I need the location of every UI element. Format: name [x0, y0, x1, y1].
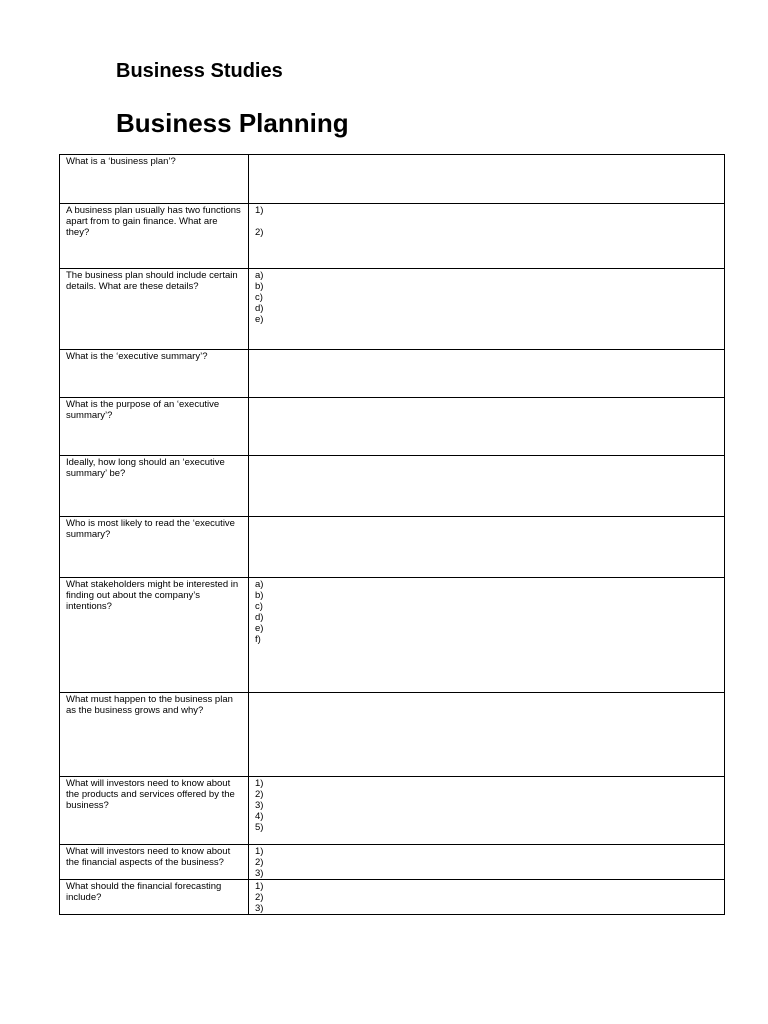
question-cell: The business plan should include certain details. What are these details?: [60, 269, 249, 350]
table-row: [60, 350, 725, 398]
answer-label: 2): [255, 227, 264, 238]
answer-label: 3): [255, 868, 264, 879]
table-row: [60, 517, 725, 578]
answer-cell[interactable]: [249, 845, 725, 880]
question-cell: What is the purpose of an ‘executive summary’?: [60, 398, 249, 456]
answer-cell[interactable]: [249, 350, 725, 398]
answer-cell[interactable]: [249, 398, 725, 456]
answer-cell[interactable]: [249, 517, 725, 578]
answer-cell[interactable]: [249, 269, 725, 350]
answer-label: 2): [255, 857, 264, 868]
question-cell: What will investors need to know about the financial aspects of the business?: [60, 845, 249, 880]
table-row: [60, 777, 725, 845]
worksheet-table: [59, 154, 725, 915]
answer-label: c): [255, 292, 263, 303]
question-cell: What will investors need to know about the products and services offered by the business?: [60, 777, 249, 845]
answer-label: 3): [255, 800, 264, 811]
answer-cell[interactable]: [249, 880, 725, 915]
table-row: [60, 398, 725, 456]
answer-label: 2): [255, 892, 264, 903]
table-row: [60, 456, 725, 517]
course-subtitle: Business Studies: [116, 60, 283, 82]
question-cell: A business plan usually has two functions apart from to gain finance. What are they?: [60, 204, 249, 269]
answer-label: 2): [255, 789, 264, 800]
answer-label: e): [255, 314, 264, 325]
answer-label: f): [255, 634, 261, 645]
question-cell: What is the ‘executive summary’?: [60, 350, 249, 398]
answer-label: 1): [255, 778, 264, 789]
table-row: [60, 578, 725, 693]
answer-label: c): [255, 601, 263, 612]
question-cell: Ideally, how long should an ‘executive summary’ be?: [60, 456, 249, 517]
table-row: [60, 845, 725, 880]
answer-label: b): [255, 281, 264, 292]
answer-label: b): [255, 590, 264, 601]
answer-cell[interactable]: [249, 578, 725, 693]
answer-cell[interactable]: [249, 204, 725, 269]
answer-label: 1): [255, 881, 264, 892]
question-cell: What is a ‘business plan’?: [60, 155, 249, 204]
table-row: [60, 693, 725, 777]
answer-label: 4): [255, 811, 264, 822]
answer-cell[interactable]: [249, 155, 725, 204]
answer-label: e): [255, 623, 264, 634]
table-row: [60, 880, 725, 915]
answer-label: d): [255, 612, 264, 623]
question-cell: What must happen to the business plan as the business grows and why?: [60, 693, 249, 777]
table-row: [60, 204, 725, 269]
answer-cell[interactable]: [249, 456, 725, 517]
table-row: [60, 269, 725, 350]
worksheet-title: Business Planning: [116, 108, 349, 138]
answer-cell[interactable]: [249, 777, 725, 845]
question-cell: Who is most likely to read the ‘executive summary?: [60, 517, 249, 578]
answer-cell[interactable]: [249, 693, 725, 777]
answer-label: a): [255, 270, 264, 281]
question-cell: What should the financial forecasting include?: [60, 880, 249, 915]
answer-label: 1): [255, 205, 264, 216]
answer-label: a): [255, 579, 264, 590]
question-cell: What stakeholders might be interested in finding out about the company’s intentions?: [60, 578, 249, 693]
answer-label: 3): [255, 903, 264, 914]
table-row: [60, 155, 725, 204]
answer-label: 1): [255, 846, 264, 857]
answer-spacer: [255, 216, 719, 227]
answer-label: 5): [255, 822, 264, 833]
answer-label: d): [255, 303, 264, 314]
